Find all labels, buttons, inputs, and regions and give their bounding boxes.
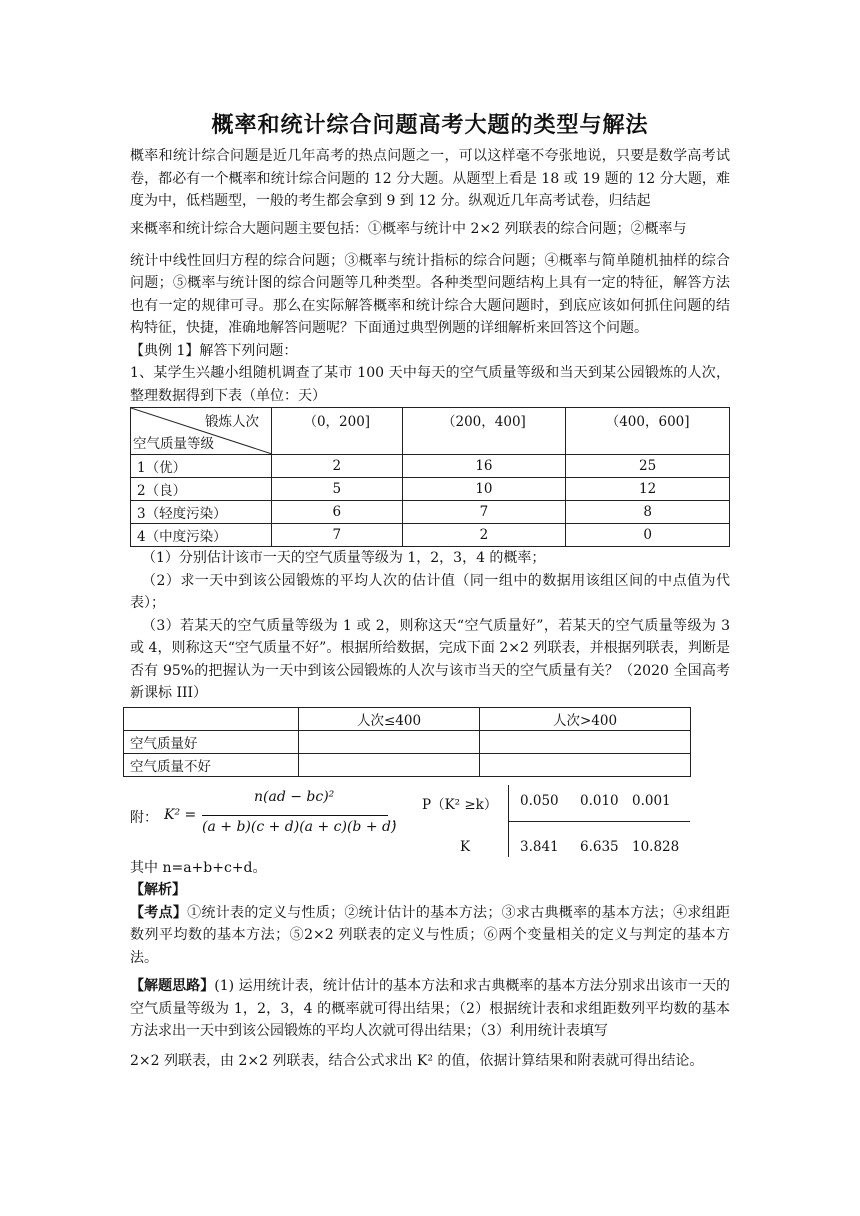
p-value: 0.001 xyxy=(632,792,671,809)
table-cell: 2 xyxy=(402,524,566,547)
table-cell: 7 xyxy=(402,501,566,524)
column-header: 人次≤400 xyxy=(299,707,480,730)
formula-numerator: n(ad − bc)² xyxy=(254,788,335,805)
table-cell: 5 xyxy=(272,478,403,501)
table-cell xyxy=(299,730,480,753)
formula-prefix: 附： xyxy=(130,809,158,826)
table-cell: 25 xyxy=(566,455,730,478)
column-header: （0，200] xyxy=(272,408,403,455)
critical-value-table xyxy=(422,791,692,857)
sub-question-3: （3）若某天的空气质量等级为 1 或 2，则称这天“空气质量好”，若某天的空气质量等级为 3 或 4，则称这天“空气质量不好”。根据所给数据，完成下面 2×2 列联表，并根据列联表，判断是否有 95%的把握认为一天中到该公园锻炼的人次与该市当天的空气质量有关？（2020 全国高考新课标 III） xyxy=(130,617,730,701)
p-value: 0.050 xyxy=(520,792,559,809)
table-horizontal-divider xyxy=(508,821,690,822)
silu-text: (1) 运用统计表，统计估计的基本方法和求古典概率的基本方法分别求出该市一天的空气质量等级为 1，2，3，4 的概率就可得出结果；（2）根据统计表和求组距数列平均数的基本方法求出一天中到该公园锻炼的平均人次就可得出结果；（3）利用统计表填写 xyxy=(130,978,731,1039)
table-cell: 6 xyxy=(272,501,403,524)
silu-paragraph xyxy=(130,975,730,1043)
document-page xyxy=(130,108,730,1078)
formula-block xyxy=(130,787,730,859)
table-cell: 0 xyxy=(566,524,730,547)
kaodian-label: 【考点】 xyxy=(130,904,188,921)
formula-comma: ， xyxy=(392,809,406,826)
row-label: 2（良） xyxy=(131,478,272,501)
kaodian-paragraph xyxy=(130,902,730,970)
formula-denominator: (a + b)(c + d)(a + c)(b + d) xyxy=(202,818,397,835)
fraction-bar xyxy=(202,815,388,816)
intro-paragraph-3: 统计中线性回归方程的综合问题；③概率与统计指标的综合问题；④概率与简单随机抽样的综合问题；⑤概率与统计图的综合问题等几种类型。各种类型问题结构上具有一定的特征，解答方法也有一定的规律可寻。那么在实际解答概率和统计综合大题问题时，到底应该如何抓住问题的结构特征，快捷，准确地解答问题呢？下面通过典型例题的详细解析来回答这个问题。 xyxy=(130,252,730,336)
table-cell xyxy=(299,753,480,776)
formula-where: 其中 n=a+b+c+d。 xyxy=(130,859,267,876)
corner-bottom-label: 空气质量等级 xyxy=(133,436,214,452)
sub-question-1: （1）分别估计该市一天的空气质量等级为 1，2，3，4 的概率； xyxy=(142,550,546,566)
analysis-label: 【解析】 xyxy=(130,882,186,898)
k-label: K xyxy=(460,838,471,855)
table-header-row xyxy=(124,707,691,730)
table-row xyxy=(131,478,730,501)
p-value: 0.010 xyxy=(580,792,619,809)
row-label: 3（轻度污染） xyxy=(131,501,272,524)
column-header xyxy=(124,707,299,730)
silu-paragraph-end: 2×2 列联表，由 2×2 列联表，结合公式求出 K² 的值，依据计算结果和附表就可得出结论。 xyxy=(130,1052,704,1069)
table-cell xyxy=(480,753,691,776)
k-value: 6.635 xyxy=(580,838,619,855)
table-cell xyxy=(480,730,691,753)
contingency-table xyxy=(123,707,691,777)
table-row xyxy=(131,501,730,524)
k-value: 10.828 xyxy=(632,838,680,855)
table-cell: 12 xyxy=(566,478,730,501)
question-1: 1、某学生兴趣小组随机调查了某市 100 天中每天的空气质量等级和当天到某公园锻炼的人次，整理数据得到下表（单位：天） xyxy=(130,365,730,404)
table-cell: 7 xyxy=(272,524,403,547)
table-row xyxy=(124,730,691,753)
row-label: 空气质量不好 xyxy=(124,753,299,776)
table-cell: 8 xyxy=(566,501,730,524)
k-squared-symbol: K² = xyxy=(164,806,197,823)
table-cell: 16 xyxy=(402,455,566,478)
kaodian-text: ①统计表的定义与性质；②统计估计的基本方法；③求古典概率的基本方法；④求组距数列平均数的基本方法；⑤2×2 列联表的定义与性质；⑥两个变量相关的定义与判定的基本方法。 xyxy=(130,904,730,966)
p-label: P（K² ≥k） xyxy=(422,796,498,813)
corner-top-label: 锻炼人次 xyxy=(205,414,259,430)
table-row xyxy=(131,455,730,478)
column-header: （400，600] xyxy=(566,408,730,455)
intro-paragraph-2: 来概率和统计综合大题问题主要包括：①概率与统计中 2×2 列联表的综合问题；②概率与 xyxy=(130,220,687,237)
k-value: 3.841 xyxy=(520,838,559,855)
silu-label: 【解题思路】 xyxy=(130,978,215,994)
row-label: 空气质量好 xyxy=(124,730,299,753)
column-header: （200，400] xyxy=(402,408,566,455)
table-row xyxy=(124,753,691,776)
column-header: 人次>400 xyxy=(480,707,691,730)
air-quality-table xyxy=(130,407,730,547)
table-cell: 10 xyxy=(402,478,566,501)
example-label: 【典例 1】解答下列问题： xyxy=(130,342,298,359)
document-title: 概率和统计综合问题高考大题的类型与解法 xyxy=(211,113,649,138)
intro-paragraph-1: 概率和统计综合问题是近几年高考的热点问题之一，可以这样毫不夸张地说，只要是数学高考试卷，都必有一个概率和统计综合问题的 12 分大题。从题型上看是 18 或 19 题的 12 分大题，难度为中，低档题型，一般的考生都会拿到 9 到 12 分。纵观近几年高考试卷，归结起 xyxy=(130,148,730,209)
table-corner-cell xyxy=(131,408,272,455)
row-label: 4（中度污染） xyxy=(131,524,272,547)
sub-question-2: （2）求一天中到该公园锻炼的平均人次的估计值（同一组中的数据用该组区间的中点值为代表）； xyxy=(130,572,730,611)
table-cell: 2 xyxy=(272,455,403,478)
row-label: 1（优） xyxy=(131,455,272,478)
table-row xyxy=(131,524,730,547)
